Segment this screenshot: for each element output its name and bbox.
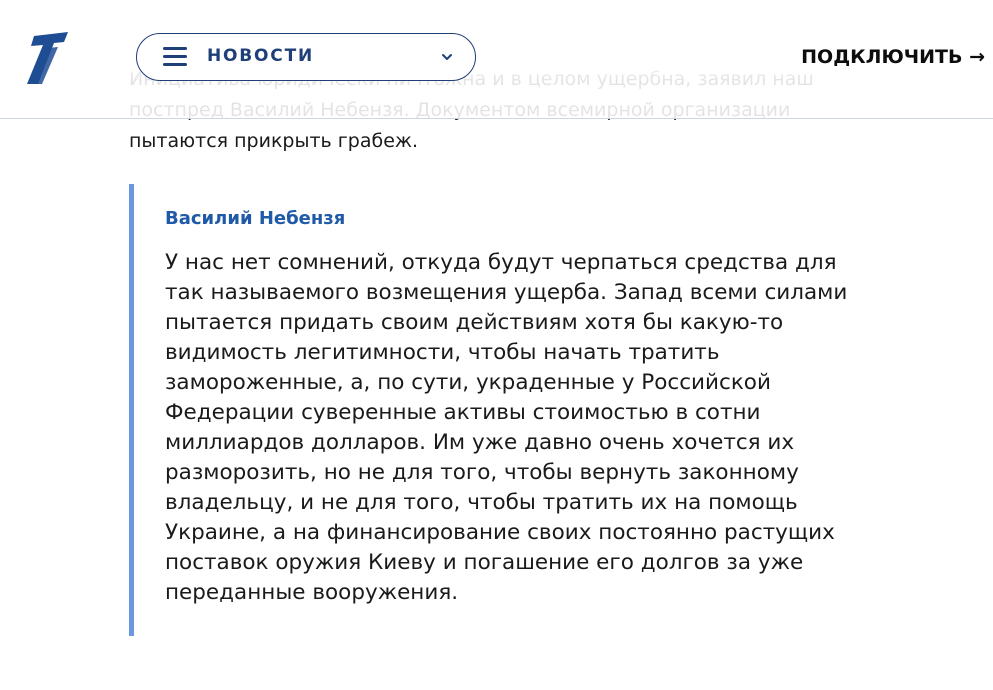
chevron-down-icon: [441, 51, 453, 63]
quote-author: Василий Небензя: [165, 208, 346, 229]
quote-block: [129, 184, 849, 636]
quote-text: У нас нет сомнений, откуда будут черпаться средства для так называемого возмещения ущерба. Запад всеми силами пытается придать своим действиям хотя бы какую-то видимость легитимности, чтобы начать тратить замороженные, а, по сути, украденные у Российской Федерации суверенные активы стоимостью в сотни миллиардов долларов. Им уже давно очень хочется их разморозить, но не для того, чтобы вернуть законному владельцу, и не для того, чтобы тратить их на помощь Украине, а на финансирование своих постоянно растущих поставок оружия Киеву и погашение его долгов за уже переданные вооружения.: [165, 250, 848, 605]
nav-label: НОВОСТИ: [207, 46, 314, 66]
site-header: [0, 0, 993, 119]
arrow-right-icon: →: [969, 46, 985, 68]
menu-icon: [163, 47, 187, 67]
news-nav-dropdown[interactable]: [136, 33, 476, 81]
channel-one-logo[interactable]: [24, 30, 70, 86]
subscribe-label: ПОДКЛЮЧИТЬ: [801, 46, 963, 68]
subscribe-button[interactable]: [801, 46, 985, 68]
article-intro-text: пытаются прикрыть грабеж.: [129, 130, 419, 152]
quote-bar: [129, 184, 134, 636]
